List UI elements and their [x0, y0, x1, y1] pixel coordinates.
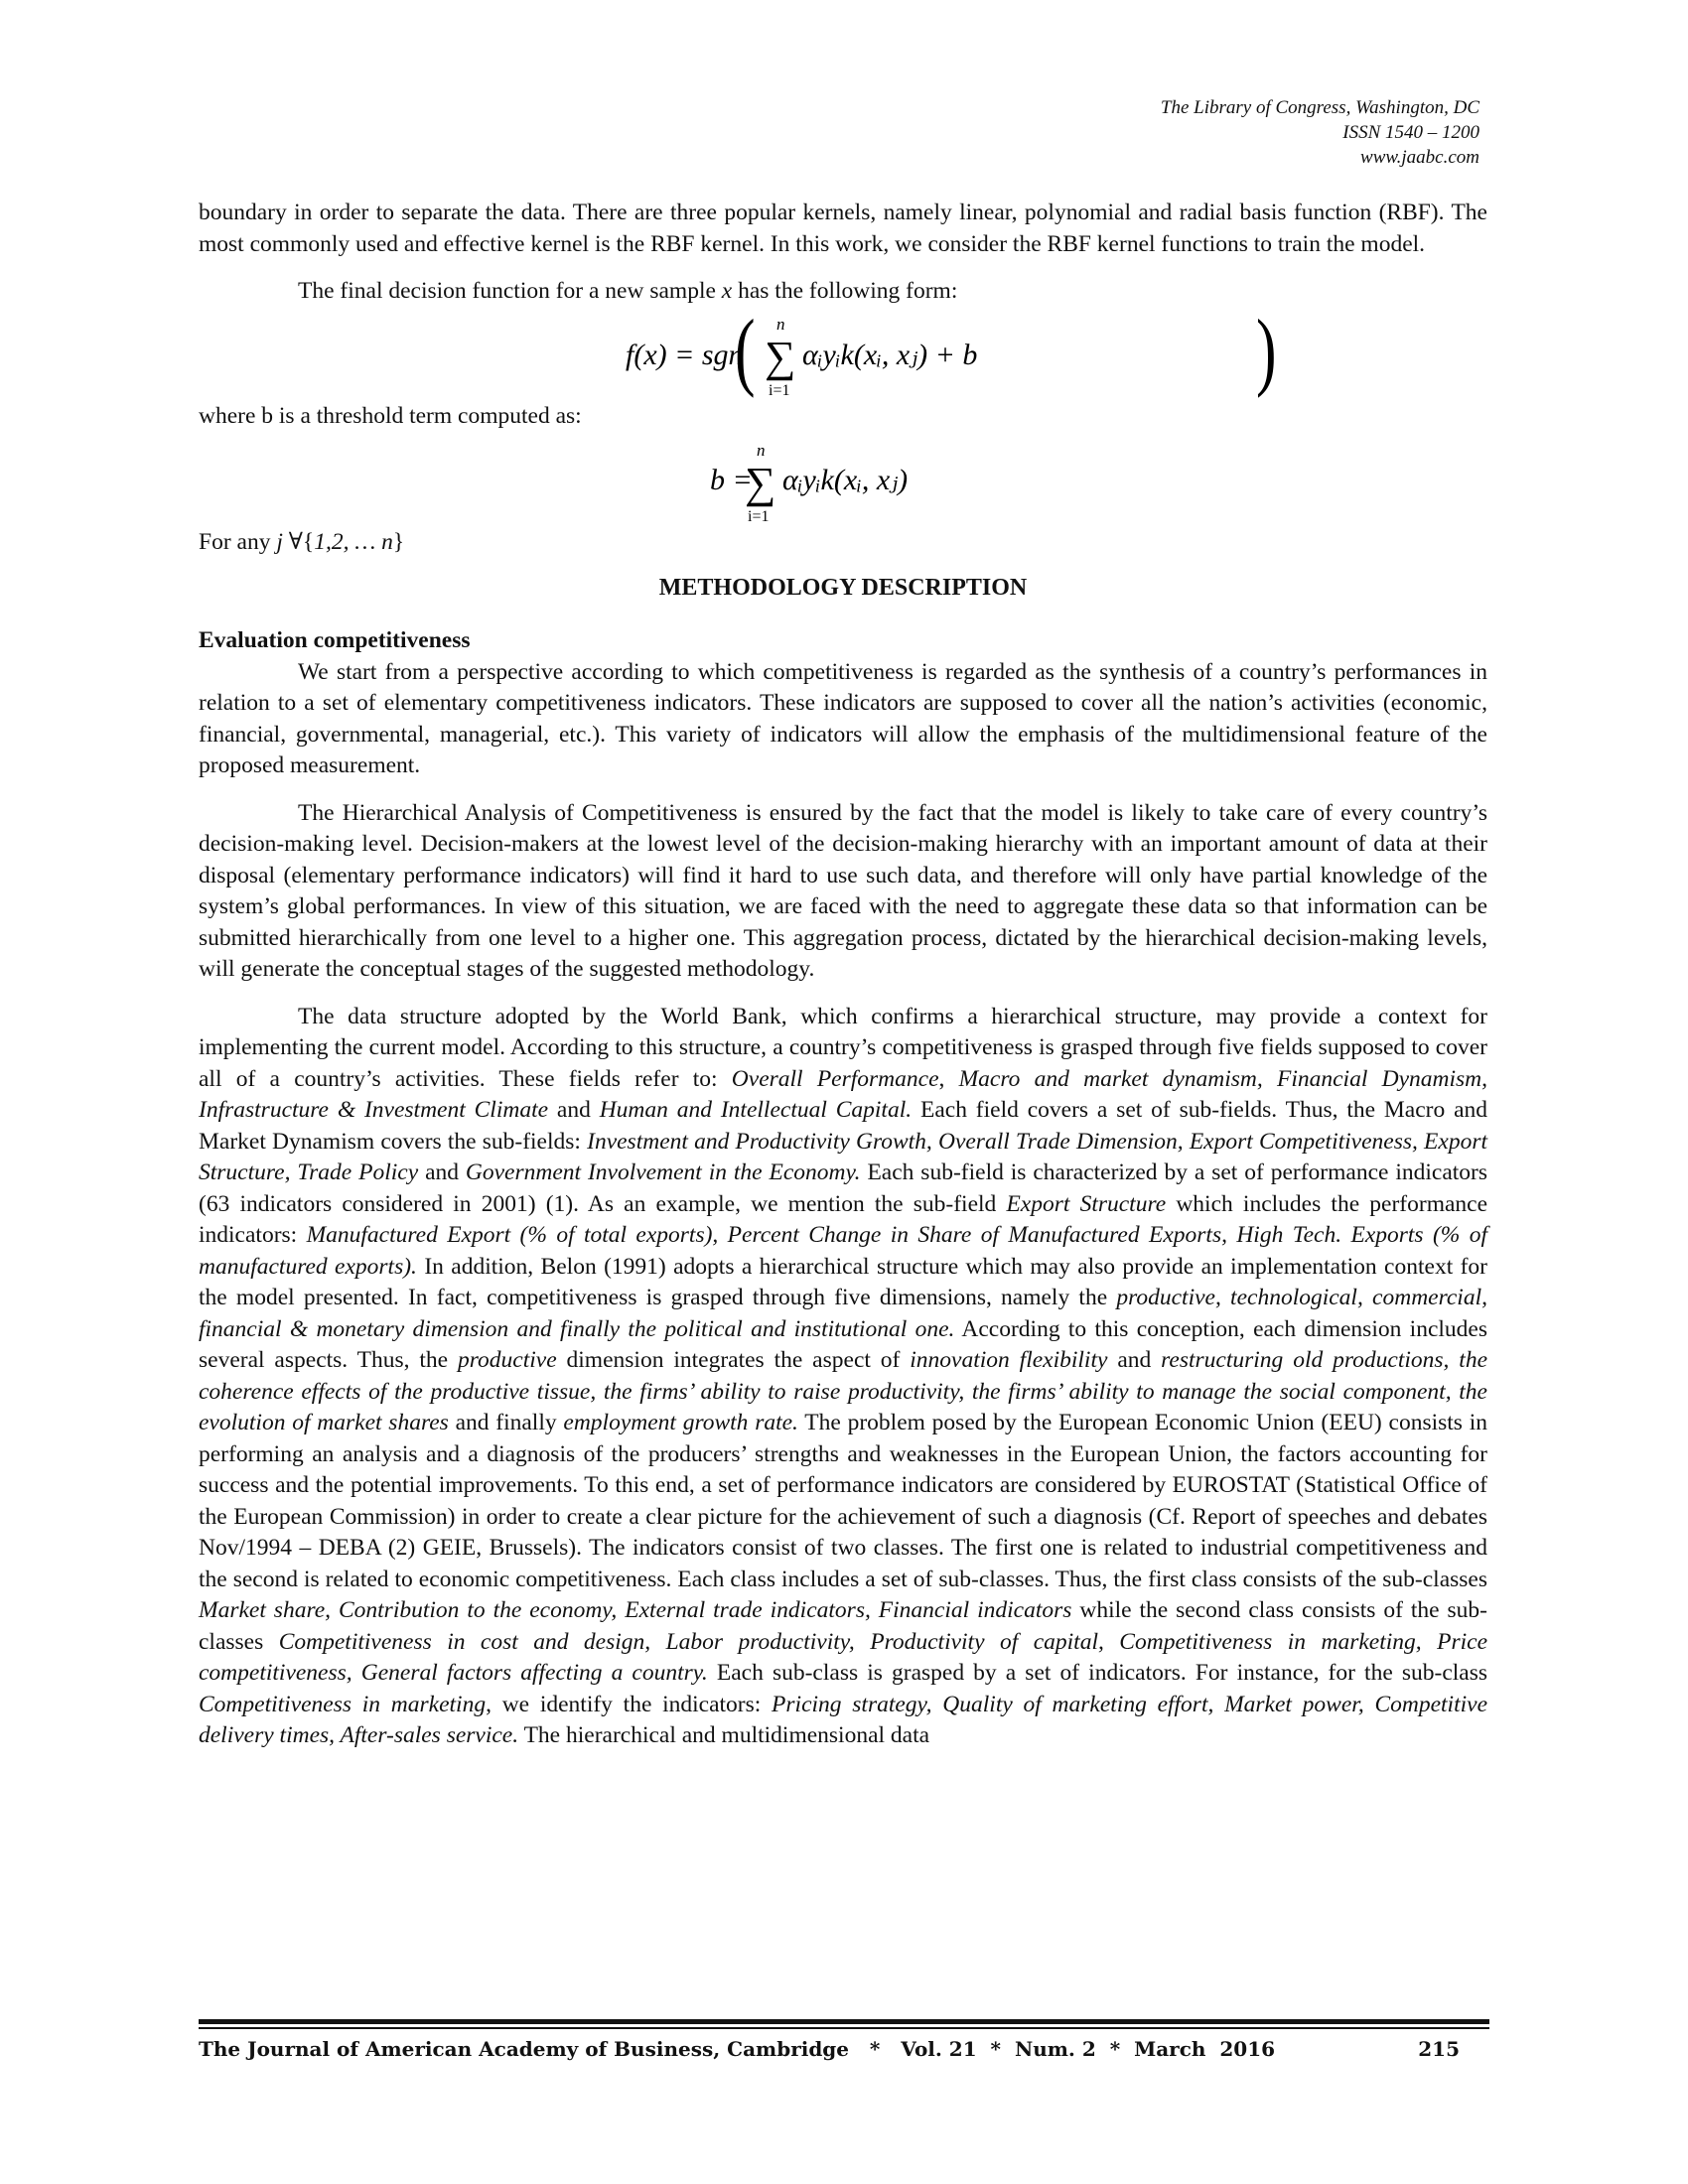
text-segment: , [938, 1065, 959, 1092]
text-segment: } [392, 529, 405, 555]
italic-segment: Government Involvement in the Economy. [465, 1160, 861, 1185]
text-segment: and [548, 1097, 600, 1123]
article-body [199, 198, 1487, 1752]
section-heading: METHODOLOGY DESCRIPTION [658, 574, 1028, 601]
text-segment: dimension integrates the aspect of [556, 1347, 911, 1373]
text-segment: Each sub-class is grasped by a set of indicators. For instance, for the sub-class [707, 1660, 1488, 1686]
italic-segment: employment growth rate. [563, 1410, 798, 1435]
italic-segment: restructuring old productions, the coherence effects of the productive tissue, the firms’ ability to raise productivity, the firms’ ability to manage the social component, the evolution of market shares [199, 1347, 1487, 1435]
italic-segment: Manufactured Export (% of total exports), Percent Change in Share of Manufactured Exports, High Tech. Exports (% of manufactured exports). [199, 1222, 1488, 1280]
masthead-issn: ISSN 1540 – 1200 [1342, 122, 1479, 143]
paragraph-decision-function [199, 276, 1487, 308]
text-segment: while the second class consists of the sub-classes [199, 1597, 1487, 1655]
decision-function-formula [199, 308, 1487, 401]
formula-lhs: b = [710, 464, 753, 496]
footer-journal-citation: The Journal of American Academy of Business, Cambridge * Vol. 21 * Num. 2 * March 2016 [199, 2037, 1276, 2061]
text-segment: For any [199, 529, 277, 555]
text-segment: which includes the performance indicators: [199, 1190, 1488, 1248]
text-segment: has the following form: [732, 278, 958, 304]
italic-segment: productive, technological, commercial, financial & monetary dimension and finally the political and institutional one. [199, 1285, 1487, 1342]
italic-segment: Pricing strategy, Quality of marketing effort, Market power, Competitive delivery times, After-sales service. [199, 1691, 1487, 1748]
footer-rule-thin [199, 2027, 1489, 2029]
formula-term: αᵢyᵢk(xᵢ, xⱼ) + b [802, 338, 978, 371]
text-segment: The data structure adopted by the World Bank, which confirms a hierarchical structure, may provide a context for implementing the current model. According to this structure, a country’s competitiveness is grasped through five fields supposed to cover all of a country’s activities. These fields refer to: [199, 1003, 1487, 1092]
page-number: 215 [1418, 2037, 1460, 2061]
close-paren: ) [1256, 307, 1277, 399]
sum-upper-limit: n [776, 314, 785, 334]
text-segment: According to this conception, each dimension includes several aspects. Thus, the [199, 1315, 1487, 1373]
text-segment: The problem posed by the European Economic Union (EEU) consists in performing an analysis and a diagnosis of the producers’ strengths and weaknesses in the European Union, the factors accounting for success and the potential improvements. To this end, a set of performance indicators are considered by EUROSTAT (Statistical Office of the European Commission) in order to create a clear picture for the achievement of such a diagnosis (Cf. Report of speeches and debates Nov/1994 – DEBA (2) GEIE, Brussels). The indicators consist of two classes. The first one is related to industrial competitiveness and the second is related to economic competitiveness. Each class includes a set of sub-classes. Thus, the first class consists of the sub-classes [199, 1410, 1487, 1592]
italic-segment: Export Structure [1006, 1190, 1167, 1217]
variable-x: x [721, 278, 733, 304]
summation-symbol: ∑ [765, 332, 796, 381]
text-segment: Each field covers a set of sub-fields. Thus, the Macro and Market Dynamism covers the sub-fields: [199, 1097, 1488, 1155]
italic-segment: Macro and market dynamism, Financial Dynamism, Infrastructure & Investment Climate [199, 1065, 1487, 1123]
italic-segment: Competitiveness in marketing [199, 1691, 487, 1717]
index-set: 1,2, … n [314, 529, 393, 555]
text-segment: Each sub-field is characterized by a set of performance indicators (63 indicators considered in 2001) (1). As an example, we mention the sub-field [199, 1160, 1487, 1217]
italic-segment: productive [458, 1347, 557, 1373]
sum-lower-limit: i=1 [769, 381, 790, 399]
threshold-formula [199, 432, 1487, 527]
sum-upper-limit: n [757, 441, 766, 460]
paragraph-hierarchical-analysis: The Hierarchical Analysis of Competitiveness is ensured by the fact that the model is likely to take care of every country’s decision-making level. Decision-makers at the lowest level of the decision-making hierarchy with an important amount of data at their disposal (elementary performance indicators) will find it hard to use such data, and therefore will only have partial knowledge of the system’s global performances. In view of this situation, we are faced with the need to aggregate these data so that information can be submitted hierarchically from one level to a higher one. This aggregation process, dictated by the hierarchical decision-making levels, will generate the conceptual stages of the suggested methodology. [199, 799, 1487, 982]
text-segment: In addition, Belon (1991) adopts a hierarchical structure which may also provide an implementation context for the model presented. In fact, competitiveness is grasped through five dimensions, namely the [199, 1253, 1488, 1310]
formula-term: αᵢyᵢk(xᵢ, xⱼ) [782, 464, 909, 496]
italic-segment: Investment and Productivity Growth, Overall Trade Dimension, Export Competitiveness, Export Structure, Trade Policy [199, 1128, 1487, 1185]
page-footer [199, 2037, 1489, 2077]
summation-symbol: ∑ [745, 459, 776, 507]
text-segment: and [418, 1160, 466, 1185]
footer-rule [199, 2019, 1489, 2024]
masthead-website: www.jaabc.com [1360, 147, 1479, 168]
text-segment: ∀{ [282, 529, 315, 555]
paragraph-perspective: We start from a perspective according to which competitiveness is regarded as the synthesis of a country’s performances in relation to a set of elementary competitiveness indicators. These indicators are supposed to cover all the nation’s activities (economic, financial, governmental, managerial, etc.). This variety of indicators will allow the emphasis of the multidimensional feature of the proposed measurement. [199, 658, 1487, 778]
paragraph-data-structure [199, 1002, 1487, 1752]
text-segment: and [1107, 1347, 1162, 1373]
formula-lhs: f(x) = sgn [626, 338, 744, 371]
italic-segment: Overall Performance [731, 1065, 939, 1092]
open-paren: ( [735, 307, 756, 399]
italic-segment: Market share, Contribution to the economy, External trade indicators, Financial indicators [199, 1597, 1072, 1623]
subsection-heading: Evaluation competitiveness [199, 627, 471, 653]
italic-segment: Human and Intellectual Capital. [599, 1097, 913, 1123]
text-segment: and finally [448, 1410, 564, 1435]
text-segment: The hierarchical and multidimensional data [518, 1722, 930, 1748]
italic-segment: Competitiveness in cost and design, Labor productivity, Productivity of capital, Competitiveness in marketing, Price competitiveness, General factors affecting a country. [199, 1628, 1488, 1686]
sum-lower-limit: i=1 [748, 508, 770, 525]
text-segment: , we identify the indicators: [486, 1691, 773, 1717]
text-segment: The final decision function for a new sample [298, 278, 722, 304]
paragraph-kernels: boundary in order to separate the data. There are three popular kernels, namely linear, polynomial and radial basis function (RBF). The most commonly used and effective kernel is the RBF kernel. In this work, we consider the RBF kernel functions to train the model. [199, 200, 1487, 257]
paragraph-for-any-j [199, 527, 1487, 559]
variable-j: j [276, 529, 283, 555]
masthead-library: The Library of Congress, Washington, DC [1160, 97, 1479, 118]
paragraph-threshold: where b is a threshold term computed as: [199, 402, 582, 429]
masthead [1161, 95, 1479, 170]
italic-segment: innovation flexibility [910, 1347, 1108, 1373]
